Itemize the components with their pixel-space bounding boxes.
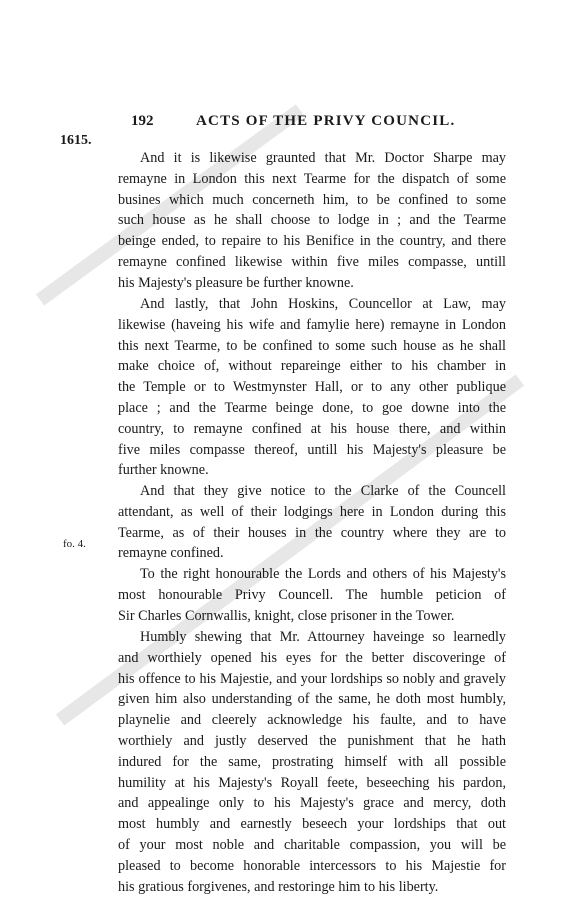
text-line: further knowne. <box>118 462 209 479</box>
text-line: likewise (haveing his wife and famylie here) remayne in London <box>118 316 506 333</box>
text-line: Sir Charles Cornwallis, knight, close prisoner in the Tower. <box>118 607 455 624</box>
text-line: and worthiely opened his eyes for the better discoveringe of <box>118 649 506 666</box>
text-line: given him also understanding of the same, he doth most humbly, <box>118 691 506 708</box>
text-line: his Majesty's pleasure be further knowne. <box>118 274 354 291</box>
text-line: most humbly and earnestly beseech your lordships that out <box>118 816 506 833</box>
text-line: pleased to become honorable intercessors to his Majestie for <box>118 857 506 874</box>
text-line: most honourable Privy Councell. The humble peticion of <box>118 586 506 603</box>
text-line: this next Tearme, to be confined to some such house as he shall <box>118 337 506 354</box>
paragraph-hoskins <box>118 294 506 481</box>
text-line: playnelie and cleerely acknowledge his faulte, and to have <box>118 712 506 729</box>
text-line: attendant, as well of their lodgings here in London during this <box>118 503 506 520</box>
text-line: such house as he shall choose to lodge in ; and the Tearme <box>118 212 506 229</box>
text-line: busines which much concerneth him, to be confined to some <box>118 191 506 208</box>
text-line: humility at his Majesty's Royall feete, beseeching his pardon, <box>118 774 506 791</box>
text-line: remayne confined. <box>118 545 224 562</box>
text-line: Tearme, as of their houses in the country where they are to <box>118 524 506 541</box>
text-line: And it is likewise graunted that Mr. Doctor Sharpe may <box>140 150 506 166</box>
page-number: 192 <box>131 113 154 129</box>
text-line: remayne confined likewise within five miles compasse, untill <box>118 253 506 270</box>
text-line: his gratious forgivenes, and restoringe him to his liberty. <box>118 878 439 895</box>
margin-folio: fo. 4. <box>63 538 86 550</box>
text-line: Humbly shewing that Mr. Attourney haveinge so learnedly <box>140 629 506 645</box>
text-line: worthiely and justly deserved the punishment that he hath <box>118 732 506 749</box>
text-line: five miles compasse thereof, untill his Majesty's pleasure be <box>118 441 506 458</box>
running-title: ACTS OF THE PRIVY COUNCIL. <box>196 113 456 129</box>
text-line: And lastly, that John Hoskins, Councellor at Law, may <box>140 296 506 312</box>
paragraph-petition-heading <box>118 564 506 626</box>
text-line: remayne in London this next Tearme for the dispatch of some <box>118 170 506 187</box>
margin-year: 1615. <box>60 133 92 148</box>
paragraph-petition-body <box>118 627 506 897</box>
paragraph-sharpe <box>118 148 506 294</box>
text-line: To the right honourable the Lords and others of his Majesty's <box>140 566 506 582</box>
text-line: his offence to his Majestie, and your lordships so nobly and gravely <box>118 670 506 687</box>
paragraph-notice <box>118 481 506 564</box>
text-line: and appealinge only to his Majesty's grace and mercy, doth <box>118 795 506 812</box>
text-line: country, to remayne confined at his house there, and within <box>118 420 506 437</box>
text-line: beinge ended, to repaire to his Benifice in the country, and there <box>118 233 506 250</box>
text-line: indured for the same, prostrating himself with all possible <box>118 753 506 770</box>
text-line: make choice of, without repareinge either to his chamber in <box>118 358 506 375</box>
text-line: place ; and the Tearme beinge done, to goe downe into the <box>118 399 506 416</box>
text-line: the Temple or to Westmynster Hall, or to any other publique <box>118 379 506 396</box>
text-line: And that they give notice to the Clarke of the Councell <box>140 483 506 499</box>
text-line: of your most noble and charitable compassion, you will be <box>118 836 506 853</box>
